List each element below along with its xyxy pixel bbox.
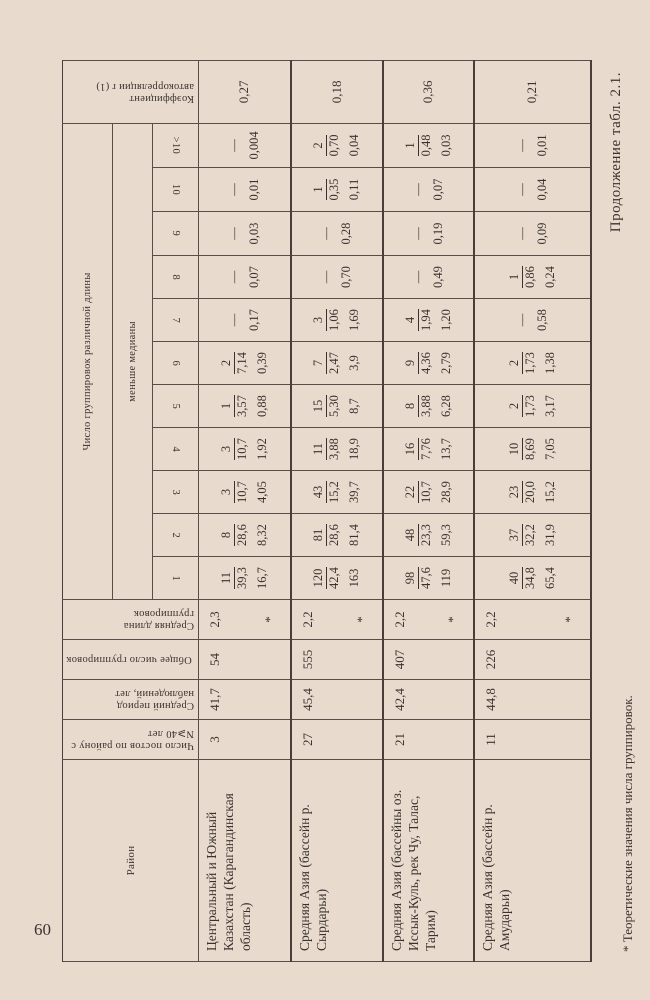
group-cell xyxy=(291,428,383,471)
group-cell xyxy=(199,299,291,342)
coefficient-cell: 0,36 xyxy=(383,60,474,123)
group-cell xyxy=(199,123,291,167)
group-cell xyxy=(474,256,591,299)
group-percent: 32,2 xyxy=(522,524,537,546)
group-theoretical: 3,17 xyxy=(542,395,557,417)
group-cell xyxy=(383,168,474,212)
group-cell xyxy=(291,557,383,600)
header-length-5 xyxy=(153,385,199,428)
group-percent: 34,8 xyxy=(522,567,537,589)
group-values xyxy=(403,352,454,374)
group-theoretical: 0,09 xyxy=(534,222,549,245)
group-values xyxy=(311,438,362,460)
group-theoretical: 6,28 xyxy=(438,395,453,417)
total-cell xyxy=(474,640,591,680)
group-theoretical: 0,88 xyxy=(254,395,269,417)
region-cell: Средняя Азия (бассейн р. Сырдарьи) xyxy=(291,760,383,962)
group-values xyxy=(403,567,454,589)
group-count: 1 xyxy=(403,135,419,157)
group-values xyxy=(219,524,270,546)
group-theoretical: 0,19 xyxy=(430,222,445,245)
total-cell xyxy=(383,640,474,680)
group-cell xyxy=(291,385,383,428)
group-count: — xyxy=(226,139,241,152)
group-cell xyxy=(383,557,474,600)
group-values xyxy=(507,395,558,417)
group-theoretical: 1,20 xyxy=(438,309,453,331)
group-count: 9 xyxy=(403,352,419,374)
group-percent: 0,70 xyxy=(327,134,341,157)
group-values xyxy=(227,266,262,288)
total-value: 54 xyxy=(207,653,222,666)
posts-value: 11 xyxy=(482,733,498,746)
group-percent: 39,3 xyxy=(234,567,249,589)
group-cell xyxy=(199,256,291,299)
group-cell xyxy=(383,256,474,299)
group-values xyxy=(411,179,446,201)
theoretical-marker: * xyxy=(261,616,277,623)
group-cell xyxy=(291,256,383,299)
group-values xyxy=(227,131,262,159)
group-count: 22 xyxy=(403,481,419,503)
group-values xyxy=(411,266,446,288)
group-count: — xyxy=(226,227,241,240)
total-cell xyxy=(291,640,383,680)
group-values xyxy=(219,567,270,589)
group-theoretical: 8,7 xyxy=(347,398,361,414)
group-count: 8 xyxy=(219,524,235,546)
group-percent: 10,7 xyxy=(418,481,433,503)
group-values xyxy=(403,481,454,503)
header-mean-length: Средняя длина группировок xyxy=(63,600,199,640)
group-cell xyxy=(383,471,474,514)
group-theoretical: 0,04 xyxy=(347,134,361,157)
group-theoretical: 0,39 xyxy=(254,352,269,374)
header-posts: Число постов по району с N⩾40 лет xyxy=(63,720,199,760)
group-values xyxy=(507,438,558,460)
period-value: 45,4 xyxy=(299,688,315,711)
length-label: >10 xyxy=(170,136,181,155)
group-count: — xyxy=(410,227,425,240)
group-percent: 3,88 xyxy=(418,395,433,417)
group-values xyxy=(507,524,558,546)
group-cell xyxy=(474,123,591,167)
group-count: 2 xyxy=(507,352,523,374)
group-theoretical: 28,9 xyxy=(438,481,453,503)
group-values xyxy=(403,135,454,157)
group-theoretical: 0,24 xyxy=(542,266,557,288)
group-values xyxy=(403,309,454,331)
group-cell xyxy=(291,514,383,557)
group-cell xyxy=(383,212,474,256)
table-row xyxy=(291,60,383,961)
group-count: — xyxy=(410,270,425,284)
group-theoretical: 119 xyxy=(438,568,453,588)
mean-length-cell xyxy=(199,600,291,640)
group-cell xyxy=(291,471,383,514)
region-cell: Центральный и Южный Казахстан (Карагандинская область) xyxy=(199,760,291,962)
header-total: Общее число группировок xyxy=(63,640,199,680)
group-percent: 10,7 xyxy=(234,481,249,503)
period-value: 42,4 xyxy=(391,688,407,711)
group-theoretical: 0,58 xyxy=(534,309,549,331)
group-theoretical: 0,01 xyxy=(246,178,261,201)
coefficient-cell: 0,18 xyxy=(291,60,383,123)
group-count: 3 xyxy=(219,438,235,460)
header-below-median: меньше медианы xyxy=(113,123,153,599)
group-values xyxy=(219,395,270,417)
header-length-8 xyxy=(153,256,199,299)
group-percent: 5,30 xyxy=(327,395,341,417)
group-theoretical: 0,07 xyxy=(246,266,261,288)
mean-length-cell xyxy=(474,600,591,640)
group-values xyxy=(507,352,558,374)
group-count: 37 xyxy=(507,524,523,546)
group-count: — xyxy=(226,313,241,327)
theoretical-marker: * xyxy=(353,616,369,623)
period-cell xyxy=(291,680,383,720)
group-theoretical: 1,38 xyxy=(542,352,557,374)
group-theoretical: 1,92 xyxy=(254,438,269,460)
posts-cell xyxy=(291,720,383,760)
group-theoretical: 0,70 xyxy=(339,266,353,288)
group-cell xyxy=(474,212,591,256)
table-row xyxy=(383,60,474,961)
group-theoretical: 0,04 xyxy=(534,178,549,201)
group-count: 3 xyxy=(219,481,235,503)
group-cell xyxy=(474,428,591,471)
group-values xyxy=(311,179,362,201)
group-cell xyxy=(199,514,291,557)
group-cell xyxy=(291,168,383,212)
group-percent: 1,73 xyxy=(522,395,537,417)
group-theoretical: 8,32 xyxy=(254,524,269,546)
group-count: 4 xyxy=(403,309,419,331)
group-cell xyxy=(474,299,591,342)
period-value: 44,8 xyxy=(482,688,498,711)
group-theoretical: 16,7 xyxy=(254,567,269,589)
posts-value: 3 xyxy=(207,736,222,743)
group-count: 2 xyxy=(507,395,523,417)
region-cell: Средняя Азия (бассейн р. Амударьи) xyxy=(474,760,591,962)
group-count: 40 xyxy=(507,567,523,589)
group-cell xyxy=(199,168,291,212)
group-cell xyxy=(291,123,383,167)
group-values xyxy=(311,135,362,157)
group-theoretical: 3,9 xyxy=(347,355,361,371)
group-count: 1 xyxy=(507,266,523,288)
group-values xyxy=(507,266,558,288)
group-theoretical: 59,3 xyxy=(438,524,453,546)
group-values xyxy=(403,395,454,417)
group-count: 16 xyxy=(403,438,419,460)
length-label: 2 xyxy=(170,532,181,538)
group-theoretical: 0,17 xyxy=(246,309,261,331)
group-theoretical: 2,79 xyxy=(438,352,453,374)
group-percent: 3,57 xyxy=(234,395,249,417)
group-values xyxy=(319,223,354,245)
group-percent: 20,0 xyxy=(522,481,537,503)
group-theoretical: 65,4 xyxy=(542,567,557,589)
coefficient-cell: 0,27 xyxy=(199,60,291,123)
group-count: 23 xyxy=(507,481,523,503)
header-length-3 xyxy=(153,471,199,514)
group-cell xyxy=(291,299,383,342)
group-theoretical: 4,05 xyxy=(254,481,269,503)
group-count: 43 xyxy=(311,481,327,503)
period-cell xyxy=(199,680,291,720)
group-values xyxy=(319,266,354,288)
header-period: Средний период наблюдений, лет xyxy=(63,680,199,720)
period-cell xyxy=(474,680,591,720)
group-count: 2 xyxy=(219,352,235,374)
header-length-10 xyxy=(153,168,199,212)
group-cell xyxy=(474,385,591,428)
header-region: Район xyxy=(63,760,199,962)
coefficient-cell: 0,21 xyxy=(474,60,591,123)
length-label: 6 xyxy=(170,360,181,366)
posts-value: 27 xyxy=(299,733,315,746)
group-values xyxy=(219,352,270,374)
group-cell xyxy=(474,514,591,557)
group-values xyxy=(311,309,362,331)
group-percent: 4,36 xyxy=(418,352,433,374)
group-count: 1 xyxy=(219,395,235,417)
group-count: — xyxy=(514,227,529,240)
group-values xyxy=(227,223,262,245)
group-percent: 28,6 xyxy=(327,524,341,546)
group-cell xyxy=(199,385,291,428)
group-cell xyxy=(474,557,591,600)
group-percent: 0,48 xyxy=(418,134,433,157)
length-label: 3 xyxy=(170,489,181,495)
group-cell xyxy=(383,299,474,342)
group-percent: 0,35 xyxy=(327,178,341,201)
group-theoretical: 163 xyxy=(347,568,361,588)
header-coefficient: Коэффициент автокорреляции r (1) xyxy=(63,60,199,123)
group-percent: 2,47 xyxy=(327,352,341,374)
group-count: 8 xyxy=(403,395,419,417)
group-theoretical: 39,7 xyxy=(347,481,361,503)
group-count: — xyxy=(410,183,425,196)
group-count: 3 xyxy=(311,309,327,331)
header-length-4 xyxy=(153,428,199,471)
length-label: 7 xyxy=(170,317,181,323)
group-percent: 23,3 xyxy=(418,524,433,546)
group-theoretical: 0,03 xyxy=(246,222,261,245)
group-theoretical: 31,9 xyxy=(542,524,557,546)
group-values xyxy=(403,438,454,460)
group-cell xyxy=(199,342,291,385)
group-percent: 1,73 xyxy=(522,352,537,374)
group-values xyxy=(227,309,262,331)
group-cell xyxy=(383,123,474,167)
mean-length-cell xyxy=(291,600,383,640)
group-theoretical: 0,07 xyxy=(430,178,445,201)
header-length-1 xyxy=(153,557,199,600)
theoretical-marker: * xyxy=(444,616,460,623)
group-percent: 3,88 xyxy=(327,438,341,460)
group-count: 10 xyxy=(507,438,523,460)
group-count: 48 xyxy=(403,524,419,546)
group-count: 11 xyxy=(311,438,327,460)
mean-length-value: 2,3 xyxy=(207,611,222,628)
group-cell xyxy=(199,471,291,514)
group-percent: 1,94 xyxy=(418,309,433,331)
group-count: 7 xyxy=(311,352,327,374)
mean-length-cell xyxy=(383,600,474,640)
period-cell xyxy=(383,680,474,720)
theoretical-marker: * xyxy=(561,616,577,623)
group-values xyxy=(515,179,550,201)
group-cell xyxy=(474,168,591,212)
group-theoretical: 0,01 xyxy=(534,134,549,157)
mean-length-value: 2,2 xyxy=(482,611,498,628)
header-length-7 xyxy=(153,299,199,342)
group-percent: 47,6 xyxy=(418,567,433,589)
group-theoretical: 15,2 xyxy=(542,481,557,503)
posts-cell xyxy=(474,720,591,760)
group-count: — xyxy=(319,227,333,240)
group-count: — xyxy=(226,183,241,196)
group-cell xyxy=(383,342,474,385)
group-cell xyxy=(199,428,291,471)
group-theoretical: 13,7 xyxy=(438,438,453,460)
group-cell xyxy=(291,342,383,385)
group-values xyxy=(311,567,362,590)
length-label: 8 xyxy=(170,274,181,280)
group-values xyxy=(515,135,550,157)
footnote: * Теоретические значения числа группировок. xyxy=(620,695,635,952)
group-values xyxy=(219,438,270,460)
group-count: 11 xyxy=(219,567,235,589)
page-number: 60 xyxy=(34,920,51,939)
group-count: — xyxy=(514,313,529,327)
group-percent: 28,6 xyxy=(234,524,249,546)
period-value: 41,7 xyxy=(207,688,222,711)
group-percent: 15,2 xyxy=(327,481,341,503)
group-cell xyxy=(474,471,591,514)
posts-cell xyxy=(383,720,474,760)
group-values xyxy=(227,179,262,201)
group-values xyxy=(219,481,270,503)
group-theoretical: 0,28 xyxy=(339,222,353,245)
table-row xyxy=(199,60,291,961)
group-cell xyxy=(383,385,474,428)
group-percent: 7,14 xyxy=(234,352,249,374)
group-values xyxy=(515,309,550,331)
group-values xyxy=(311,395,362,417)
total-value: 555 xyxy=(299,649,315,670)
total-value: 407 xyxy=(391,649,407,670)
table-row xyxy=(474,60,591,961)
header-length-6 xyxy=(153,342,199,385)
data-table xyxy=(62,60,592,962)
group-percent: 7,76 xyxy=(418,438,433,460)
group-percent: 1,06 xyxy=(327,309,341,331)
running-title: Продолжение табл. 2.1. xyxy=(608,72,624,233)
length-label: 1 xyxy=(170,575,181,581)
length-label: 4 xyxy=(170,446,181,452)
group-theoretical: 81,4 xyxy=(347,524,361,546)
mean-length-value: 2,2 xyxy=(299,611,315,628)
table-body xyxy=(199,60,591,961)
group-theoretical: 18,9 xyxy=(347,438,361,460)
group-cell xyxy=(383,514,474,557)
group-percent: 42,4 xyxy=(327,567,341,589)
header-length-11 xyxy=(153,123,199,167)
total-value: 226 xyxy=(482,649,498,670)
group-theoretical: 7,05 xyxy=(542,438,557,460)
group-percent: 8,69 xyxy=(522,438,537,460)
group-values xyxy=(507,567,558,589)
group-cell xyxy=(291,212,383,256)
group-values xyxy=(311,481,362,503)
group-values xyxy=(411,223,446,245)
posts-value: 21 xyxy=(391,733,407,746)
group-values xyxy=(311,352,362,374)
group-count: 81 xyxy=(311,524,327,546)
region-cell: Средняя Азия (бассейны оз. Иссык-Куль, рек Чу, Талас, Тарим) xyxy=(383,760,474,962)
group-values xyxy=(311,524,362,546)
length-label: 9 xyxy=(170,230,181,237)
header-length-2 xyxy=(153,514,199,557)
length-label: 5 xyxy=(170,403,181,409)
group-count: — xyxy=(226,270,241,284)
group-values xyxy=(403,524,454,546)
group-theoretical: 0,49 xyxy=(430,266,445,288)
mean-length-value: 2,2 xyxy=(391,611,407,628)
group-count: — xyxy=(514,183,529,196)
group-theoretical: 0,004 xyxy=(246,131,261,160)
group-theoretical: 0,11 xyxy=(347,178,361,201)
length-label: 10 xyxy=(170,183,181,196)
header-groups: Число группировок различной длины xyxy=(63,123,113,599)
group-cell xyxy=(199,212,291,256)
total-cell xyxy=(199,640,291,680)
group-count: 98 xyxy=(403,567,419,589)
group-theoretical: 0,03 xyxy=(438,134,453,157)
rotated-table-block xyxy=(62,62,640,962)
group-percent: 10,7 xyxy=(234,438,249,460)
group-cell xyxy=(474,342,591,385)
group-count: 120 xyxy=(311,568,325,588)
group-count: — xyxy=(514,139,529,152)
group-cell xyxy=(199,557,291,600)
group-count: — xyxy=(319,270,333,284)
posts-cell xyxy=(199,720,291,760)
group-count: 1 xyxy=(311,179,327,201)
group-theoretical: 1,69 xyxy=(347,309,361,331)
group-percent: 0,86 xyxy=(522,266,537,288)
group-cell xyxy=(383,428,474,471)
group-values xyxy=(515,223,550,245)
group-values xyxy=(507,481,558,503)
header-length-9 xyxy=(153,212,199,256)
group-count: 2 xyxy=(311,135,327,157)
group-count: 15 xyxy=(311,395,327,417)
